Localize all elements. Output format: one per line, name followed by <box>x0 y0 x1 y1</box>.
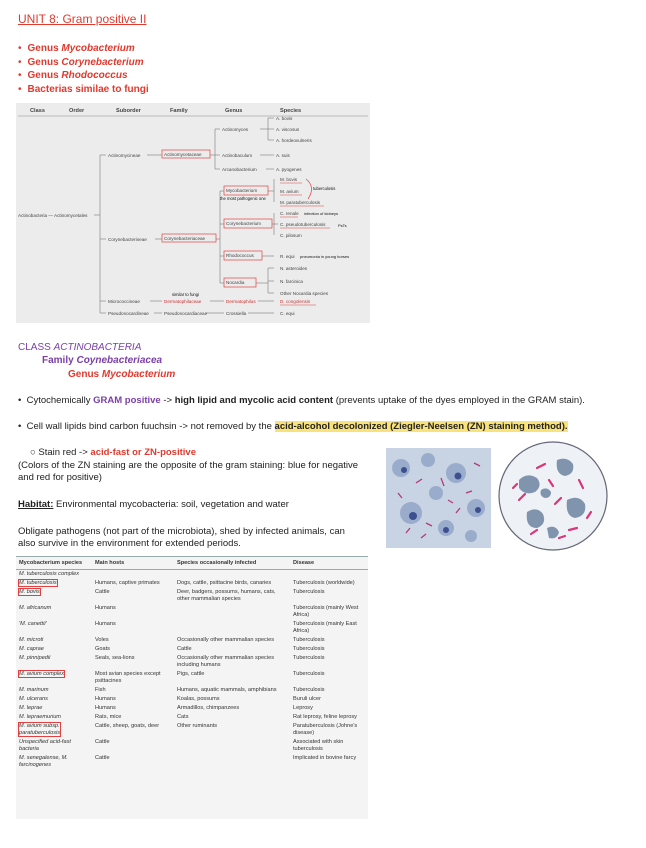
genus-label: Corynebacterium <box>226 221 261 226</box>
list-item: • Genus Mycobacterium <box>18 42 149 56</box>
species-label: D. congolensis <box>280 299 311 304</box>
table-row <box>16 636 368 645</box>
species-label: A. suis <box>276 153 290 158</box>
micrograph-image <box>386 448 491 548</box>
table-cell-hosts: Cattle <box>95 739 110 745</box>
table-header: Species occasionally infected <box>174 557 290 570</box>
species-label: A. hordeovulneris <box>276 138 312 143</box>
suborder-label: Actinomycineae <box>108 153 141 158</box>
family-label: Pseudonocardiaceae <box>164 311 208 316</box>
zn-schematic-image <box>497 440 609 552</box>
table-cell-occasional: Occasionally other mammalian species including humans <box>177 655 274 668</box>
species-label: M. bovis <box>280 177 298 182</box>
species-label: C. renale <box>280 211 299 216</box>
taxonomy-figure <box>16 103 370 323</box>
table-cell-hosts: Goats <box>95 646 110 652</box>
family-label: Dermatophilaceae <box>164 299 202 304</box>
table-cell-disease: Leprosy <box>293 705 313 711</box>
obligate-text: Obligate pathogens (not part of the microbiota), shed by infected animals, can also survive in the environment for extended periods. <box>18 526 345 549</box>
table-cell-occasional: Humans, aquatic mammals, amphibians <box>177 687 277 693</box>
table-cell-disease: Tuberculosis <box>293 655 325 661</box>
note-pts: PsTs <box>338 223 347 228</box>
table-cell-species: M. caprae <box>19 646 44 652</box>
species-label: M. avium <box>280 189 299 194</box>
table-cell-occasional: Cattle <box>177 646 192 652</box>
header-genus: Genus <box>225 108 243 114</box>
list-item: • Genus Rhodococcus <box>18 69 149 83</box>
table-cell-disease: Rat leprosy, feline leprosy <box>293 714 357 720</box>
table-cell-occasional <box>174 738 290 754</box>
table-cell-occasional <box>174 620 290 636</box>
table-cell-species: 'M. canettii' <box>19 621 47 627</box>
table-cell-occasional: Cats <box>177 714 189 720</box>
table-cell-hosts: Cattle <box>95 755 110 761</box>
family-label: Actinomycetaceae <box>164 152 202 157</box>
table-row <box>16 588 368 604</box>
table-cell-disease: Tuberculosis <box>293 589 325 595</box>
table-cell-hosts: Cattle <box>95 589 110 595</box>
genus-label: Nocardia <box>226 280 245 285</box>
header-species: Species <box>280 108 302 114</box>
table-row <box>16 579 368 588</box>
table-row <box>16 645 368 654</box>
table-cell-disease: Tuberculosis <box>293 646 325 652</box>
table-row <box>16 620 368 636</box>
species-label: C. pilosum <box>280 233 302 238</box>
suborder-label: Micrococcineae <box>108 299 140 304</box>
table-row <box>16 704 368 713</box>
table-cell-species: M. microti <box>19 637 44 643</box>
bullet-stain: ○ Stain red -> acid-fast or ZN-positive <box>30 447 196 458</box>
table-cell-disease: Associated with skin tuberculosis <box>293 739 344 752</box>
family-heading: Family Coynebacteriacea <box>42 355 163 366</box>
table-cell-disease: Tuberculosis <box>293 671 325 677</box>
table-cell-disease: Tuberculosis <box>293 687 325 693</box>
genus-label: Actinomyces <box>222 127 249 132</box>
table-cell-occasional: Dogs, cattle, psittacine birds, canaries <box>177 580 272 586</box>
note-tuberculosis: tuberculosis <box>313 186 336 191</box>
species-label: C. equi <box>280 311 295 316</box>
table-cell-disease: Tuberculosis (worldwide) <box>293 580 355 586</box>
table-cell-species: M. avium complex <box>19 671 65 677</box>
species-label: A. pyogenes <box>276 167 302 172</box>
table-cell-disease: Tuberculosis (mainly West Africa) <box>293 605 359 618</box>
table-cell-hosts: Humans <box>95 621 116 627</box>
table-row <box>16 695 368 704</box>
table-header: Mycobacterium species <box>16 557 92 570</box>
note-pneumonia: pneumonia in young horses <box>300 254 350 259</box>
suborder-label: Corynebacterineae <box>108 237 147 242</box>
header-class: Class <box>30 108 45 114</box>
table-cell-occasional: Pigs, cattle <box>177 671 205 677</box>
table-row <box>16 754 368 770</box>
table-row <box>16 670 368 686</box>
zn-note: (Colors of the ZN staining are the opposite of the gram staining: blue for negative and red for positive) <box>18 460 359 483</box>
habitat: Habitat: Environmental mycobacteria: soil, vegetation and water <box>18 499 289 510</box>
species-label: M. paratuberculosis <box>280 200 321 205</box>
page-title: UNIT 8: Gram positive II <box>18 12 147 26</box>
table-cell-hosts: Seals, sea-lions <box>95 655 135 661</box>
bullet-cell-wall: • Cell wall lipids bind carbon fuuchsin -> not removed by the acid-alcohol decolonized (Ziegler-Neelsen (ZN) staining method). <box>18 421 568 432</box>
header-suborder: Suborder <box>116 108 141 114</box>
species-label: N. asteroides <box>280 266 308 271</box>
species-label: C. pseudotuberculosis <box>280 222 326 227</box>
class-order-label: Actinobacteria — Actinomycetales <box>18 213 88 218</box>
header-order: Order <box>69 108 85 114</box>
table-cell-occasional: Occasionally other mammalian species <box>177 637 274 643</box>
table-cell-disease: Paratuberculosis (Johne's disease) <box>293 723 358 736</box>
table-group: M. tuberculosis complex <box>19 571 79 577</box>
list-item: • Genus Corynebacterium <box>18 56 149 70</box>
family-label: Corynebacteriaceae <box>164 236 206 241</box>
table-cell-species: M. senegalense, M. farcinogenes <box>19 755 68 768</box>
mycobacterium-table <box>16 556 368 819</box>
table-header: Main hosts <box>92 557 174 570</box>
table-row <box>16 713 368 722</box>
genus-list <box>18 42 149 96</box>
table-row <box>16 604 368 620</box>
table-cell-species: M. marinum <box>19 687 49 693</box>
table-cell-species: M. bovis <box>19 589 40 595</box>
table-cell-disease: Implicated in bovine farcy <box>293 755 357 761</box>
table-cell-disease: Buruli ulcer <box>293 696 321 702</box>
table-row <box>16 738 368 754</box>
table-cell-disease: Tuberculosis (mainly East Africa) <box>293 621 357 634</box>
table-cell-species: M. ulcerans <box>19 696 48 702</box>
table-cell-species: M. pinnipedii <box>19 655 51 661</box>
table-cell-species: Unspecified acid-fast bacteria <box>19 739 71 752</box>
table-cell-hosts: Cattle, sheep, goats, deer <box>95 723 160 729</box>
genus-label: Crossiella <box>226 311 247 316</box>
genus-label: Dermatophilus <box>226 299 256 304</box>
table-cell-hosts: Voles <box>95 637 109 643</box>
table-cell-hosts: Fish <box>95 687 106 693</box>
table-cell-species: M. tuberculosis <box>19 580 57 586</box>
species-label: A. bovis <box>276 116 293 121</box>
header-family: Family <box>170 108 188 114</box>
list-item: • Bacterias similae to fungi <box>18 83 149 97</box>
class-heading: CLASS ACTINOBACTERIA <box>18 342 142 353</box>
table-cell-hosts: Most avian species except psittacines <box>95 671 161 684</box>
table-cell-hosts: Humans <box>95 705 116 711</box>
genus-heading: Genus Mycobacterium <box>68 369 176 380</box>
table-row <box>16 686 368 695</box>
table-cell-occasional: Other ruminants <box>177 723 218 729</box>
species-label: R. equi <box>280 254 295 259</box>
table-cell-species: M. avium subsp. paratuberculosis <box>19 723 61 736</box>
note-fungi: similar to fungi <box>172 292 199 297</box>
table-cell-occasional <box>174 754 290 770</box>
genus-label: Arcanobacterium <box>222 167 257 172</box>
table-cell-hosts: Humans <box>95 605 116 611</box>
table-header: Disease <box>290 557 368 570</box>
genus-label: Rhodococcus <box>226 253 254 258</box>
table-cell-occasional: Deer, badgers, possums, humans, cats, other mammalian species <box>177 589 276 602</box>
table-row <box>16 654 368 670</box>
table-cell-occasional: Armadillos, chimpanzees <box>177 705 240 711</box>
species-label: A. viscosus <box>276 127 300 132</box>
note-kidneys: infection of kidneys <box>304 211 339 216</box>
genus-label: Mycobacterium <box>226 188 258 193</box>
table-cell-hosts: Humans <box>95 696 116 702</box>
table-cell-hosts: Humans, captive primates <box>95 580 160 586</box>
bullet-gram: • Cytochemically GRAM positive -> high lipid and mycolic acid content (prevents uptake of the dyes employed in the GRAM stain). <box>18 395 585 406</box>
species-label: Other Nocardia species <box>280 291 329 296</box>
table-cell-disease: Tuberculosis <box>293 637 325 643</box>
genus-label: Actinobaculum <box>222 153 253 158</box>
table-row <box>16 722 368 738</box>
suborder-label: Pseudonocardineae <box>108 311 149 316</box>
species-label: N. farcinica <box>280 279 303 284</box>
note-pathogenic: the most pathogenic one <box>220 196 266 201</box>
table-cell-occasional: Koalas, possums <box>177 696 220 702</box>
table-cell-species: M. leprae <box>19 705 43 711</box>
table-cell-occasional <box>174 604 290 620</box>
table-cell-species: M. lepraemurium <box>19 714 61 720</box>
table-cell-hosts: Rats, mice <box>95 714 122 720</box>
table-cell-species: M. africanum <box>19 605 52 611</box>
